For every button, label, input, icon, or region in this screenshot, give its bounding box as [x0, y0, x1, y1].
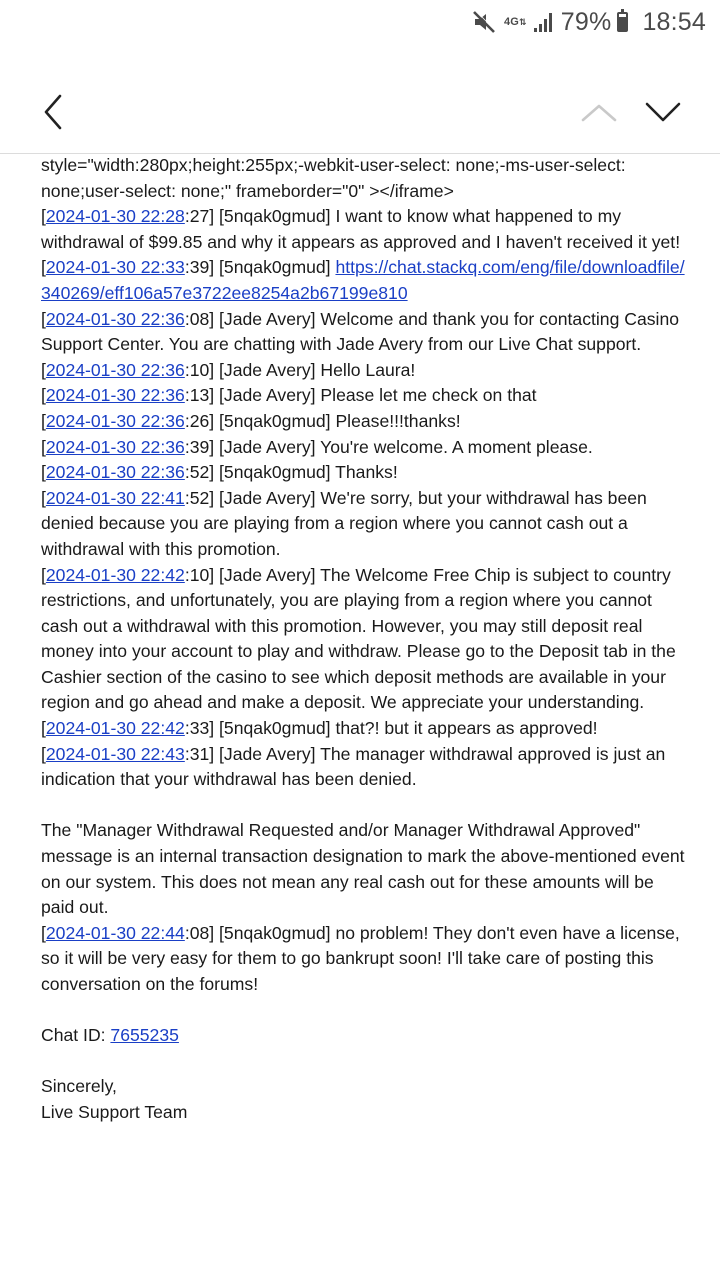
chat-message: [2024-01-30 22:28:27] [5nqak0gmud] I want to know what happened to my withdrawal of $99.85 and why it appears as approved and I haven't received it yet! [41, 206, 681, 252]
chat-message: [2024-01-30 22:41:52] [Jade Avery] We're sorry, but your withdrawal has been denied because you are playing from a region where you cannot cash out a withdrawal with this promotion. [41, 487, 647, 559]
timestamp-link[interactable]: 2024-01-30 22:36 [45, 462, 185, 483]
timestamp-link[interactable]: 2024-01-30 22:33 [45, 257, 185, 278]
chat-id-label: Chat ID: [41, 1025, 111, 1046]
network-type-icon: 4G ⇅ [503, 16, 527, 28]
timestamp-link[interactable]: 2024-01-30 22:36 [45, 308, 185, 329]
previous-email-button[interactable] [578, 98, 620, 128]
chat-id-line [41, 1023, 691, 1049]
chat-message: [2024-01-30 22:36:39] [Jade Avery] You're welcome. A moment please. [41, 436, 593, 457]
timestamp-link[interactable]: 2024-01-30 22:44 [45, 922, 185, 943]
timestamp-link[interactable]: 2024-01-30 22:43 [45, 743, 185, 764]
chevron-left-icon [36, 92, 76, 132]
clock: 18:54 [642, 7, 706, 36]
chat-message: [2024-01-30 22:44:08] [5nqak0gmud] no problem! They don't even have a license, so it will be very easy for them to go bankrupt soon! I'll take care of posting this conversation on the forums! [41, 922, 680, 994]
manager-note: The "Manager Withdrawal Requested and/or Manager Withdrawal Approved" message is an internal transaction designation to mark the above-mentioned event on our system. This does not mean any real cash out for these amounts will be paid out. [41, 820, 685, 918]
timestamp-link[interactable]: 2024-01-30 22:36 [45, 359, 185, 380]
next-email-button[interactable] [642, 98, 684, 128]
signal-icon [533, 11, 555, 33]
timestamp-link[interactable]: 2024-01-30 22:36 [45, 436, 185, 457]
timestamp-link[interactable]: 2024-01-30 22:42 [45, 718, 185, 739]
email-toolbar [0, 44, 720, 154]
chat-message: [2024-01-30 22:43:31] [Jade Avery] The manager withdrawal approved is just an indication that your withdrawal has been denied. [41, 743, 666, 790]
status-bar [0, 0, 720, 44]
chat-transcript [41, 204, 691, 793]
chevron-down-icon [642, 98, 684, 128]
mute-icon [472, 10, 498, 34]
signature: Live Support Team [41, 1101, 188, 1122]
chat-message: [2024-01-30 22:36:10] [Jade Avery] Hello Laura! [41, 359, 416, 380]
battery-percent: 79% [560, 7, 612, 36]
chevron-up-icon [578, 98, 620, 128]
chat-id-link[interactable]: 7655235 [110, 1025, 179, 1046]
chat-message: [2024-01-30 22:36:13] [Jade Avery] Please let me check on that [41, 385, 537, 406]
back-button[interactable] [36, 92, 76, 132]
timestamp-link[interactable]: 2024-01-30 22:36 [45, 410, 185, 431]
battery-icon [617, 12, 628, 32]
email-body [41, 153, 691, 1126]
chat-message: [2024-01-30 22:36:52] [5nqak0gmud] Thanks! [41, 462, 398, 483]
timestamp-link[interactable]: 2024-01-30 22:28 [45, 206, 185, 227]
signoff: Sincerely, [41, 1076, 117, 1097]
chat-message: [2024-01-30 22:42:10] [Jade Avery] The Welcome Free Chip is subject to country restrictions, and unfortunately, you are playing from a region where you cannot cash out a withdrawal with this promotion. However, you may still deposit real money into your account to play and withdraw. Please go to the Deposit tab in the Cashier section of the casino to see which deposit methods are available in your region and go ahead and make a deposit. We appreciate your understanding. [41, 564, 676, 713]
timestamp-link[interactable]: 2024-01-30 22:42 [45, 564, 185, 585]
chat-message: [2024-01-30 22:36:26] [5nqak0gmud] Please!!!thanks! [41, 410, 461, 431]
timestamp-link[interactable]: 2024-01-30 22:41 [45, 487, 185, 508]
chat-message: [2024-01-30 22:42:33] [5nqak0gmud] that?! but it appears as approved! [41, 718, 598, 739]
timestamp-link[interactable]: 2024-01-30 22:36 [45, 385, 185, 406]
download-file-link[interactable]: https://chat.stackq.com/eng/file/downloadfile/340269/eff106a57e3722ee8254a2b67199e810 [41, 257, 685, 303]
iframe-code-text: style="width:280px;height:255px;-webkit-user-select: none;-ms-user-select: none;user-select: none;" frameborder="0" ></iframe> [41, 155, 626, 201]
chat-message: [2024-01-30 22:36:08] [Jade Avery] Welcome and thank you for contacting Casino Support Center. You are chatting with Jade Avery from our Live Chat support. [41, 308, 680, 355]
chat-message: [2024-01-30 22:33:39] [5nqak0gmud] https://chat.stackq.com/eng/file/downloadfile/340269/eff106a57e3722ee8254a2b67199e810 [41, 257, 685, 303]
